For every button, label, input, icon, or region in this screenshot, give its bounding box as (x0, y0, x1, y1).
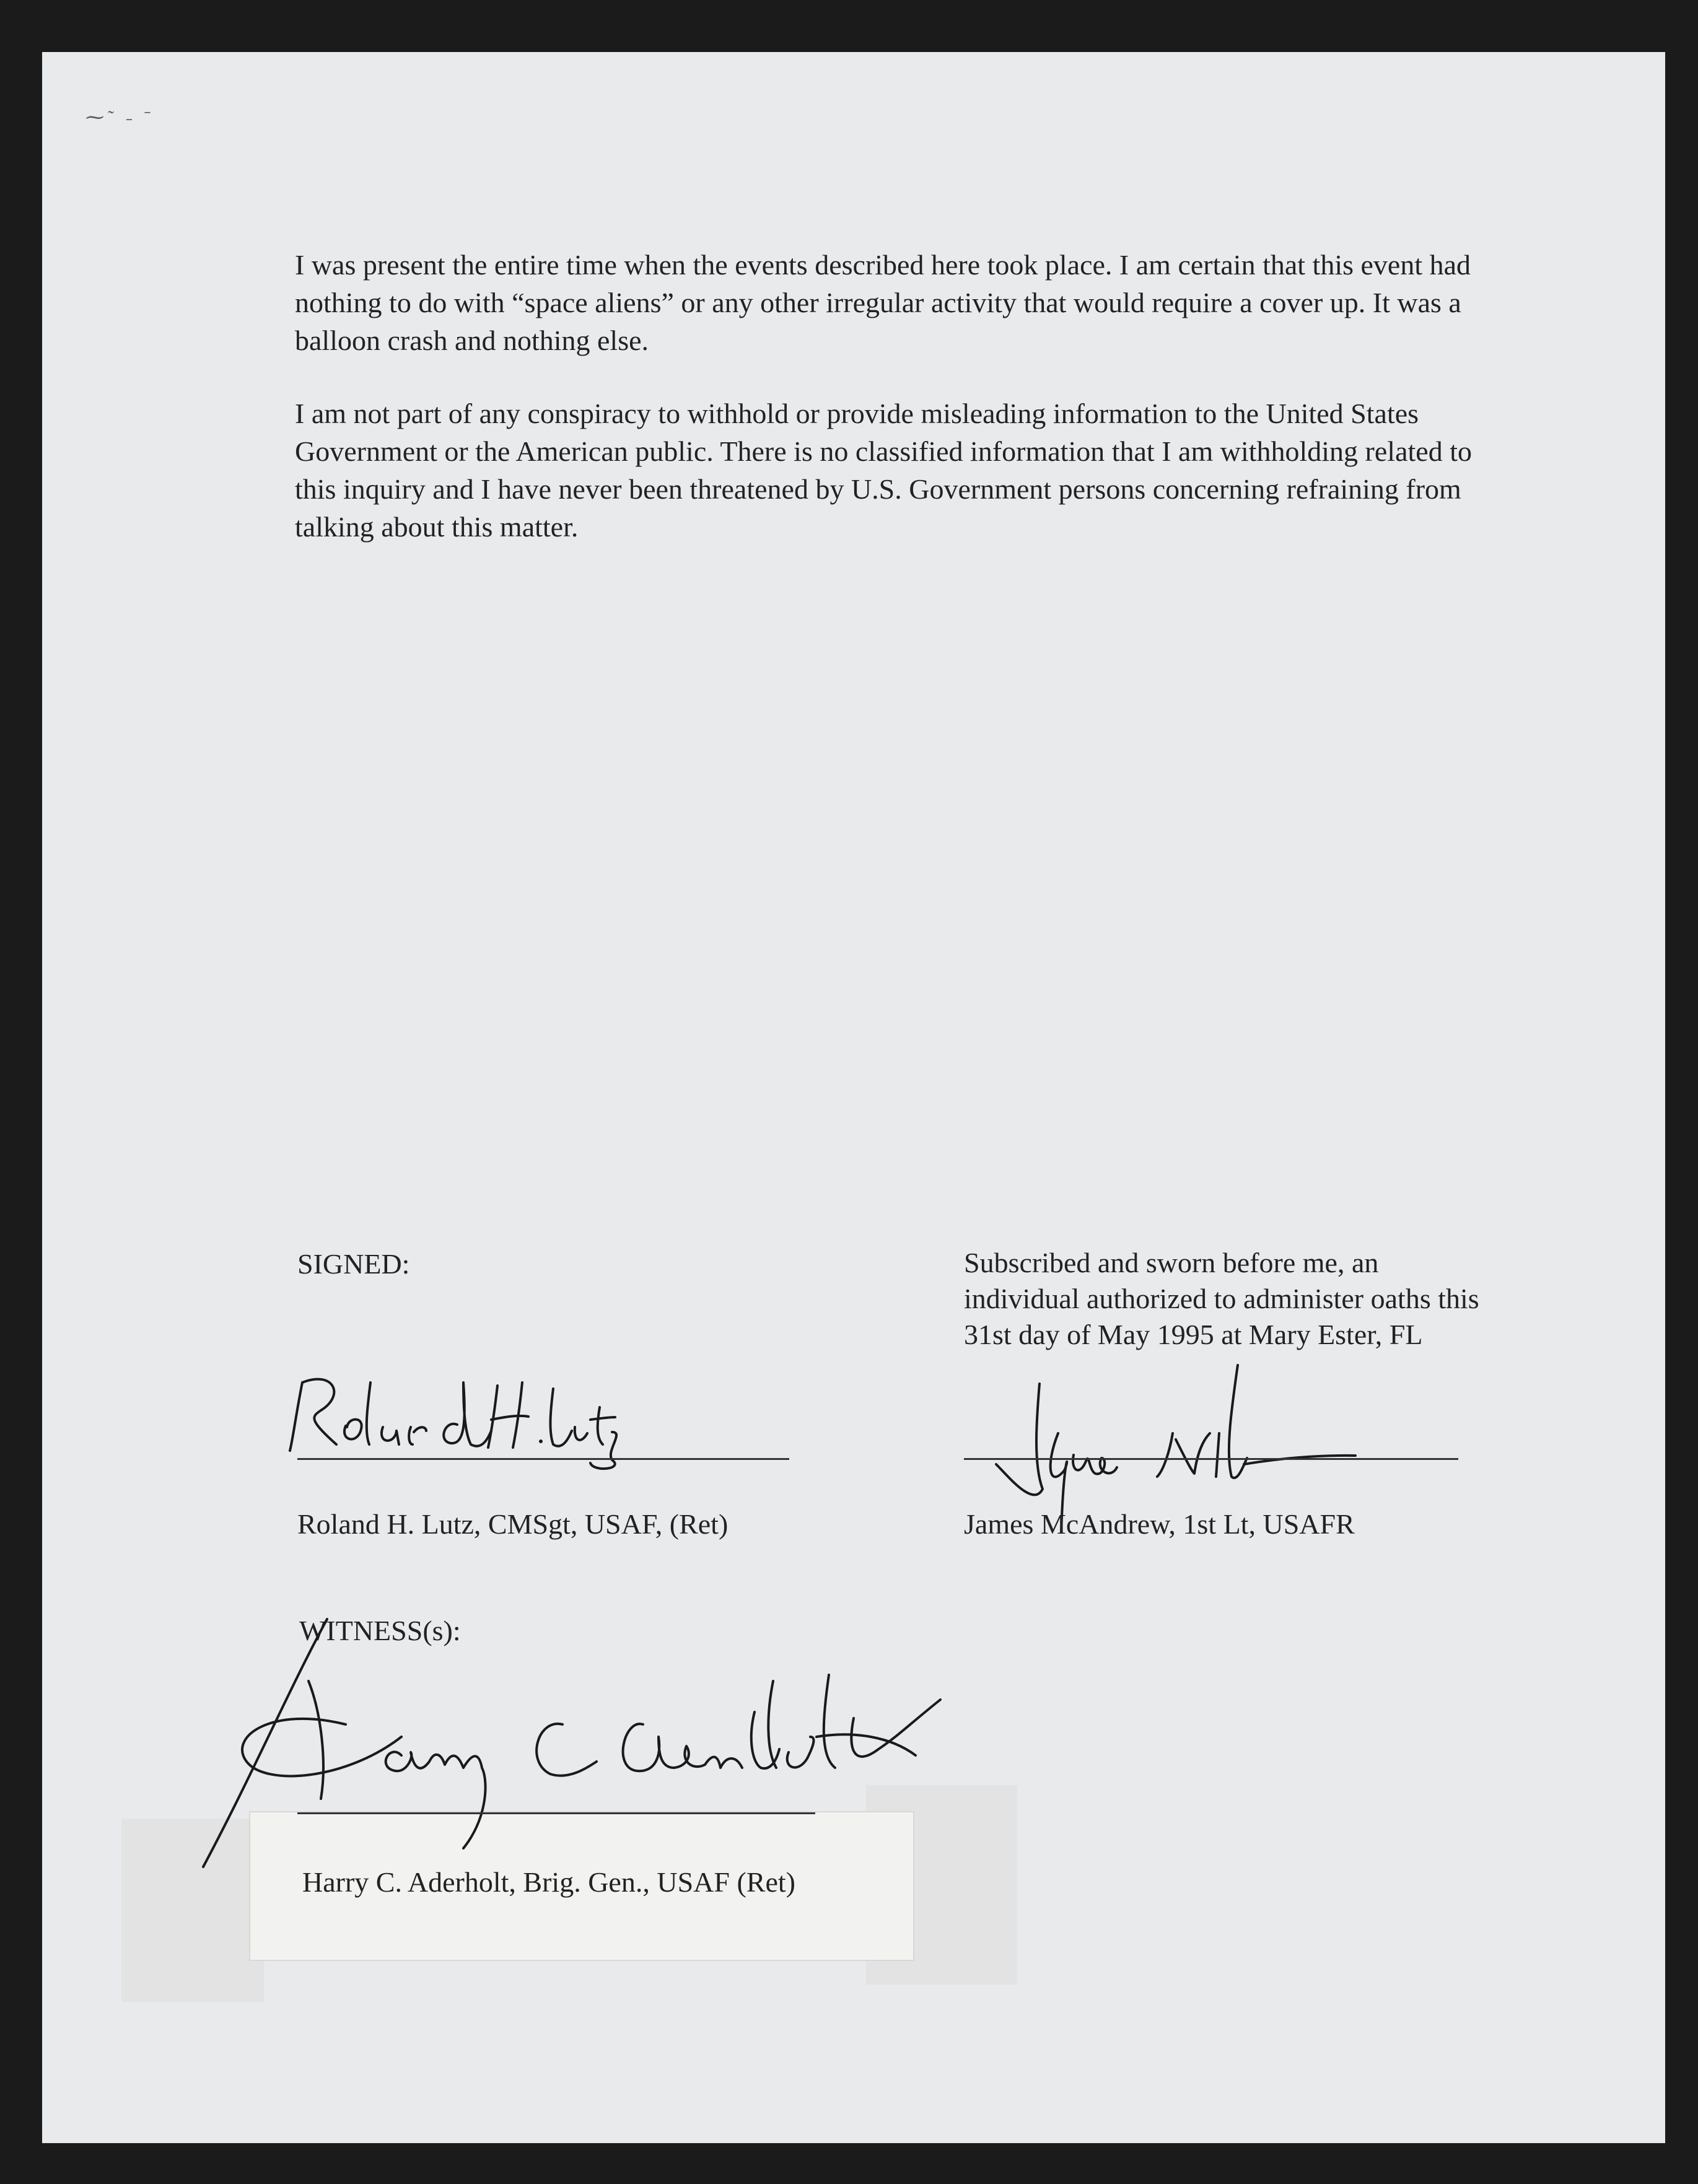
signature-line-witness (297, 1812, 815, 1814)
document-page (42, 52, 1665, 2143)
official-caption: James McAndrew, 1st Lt, USAFR (964, 1508, 1355, 1540)
signer-caption: Roland H. Lutz, CMSgt, USAF, (Ret) (297, 1508, 729, 1540)
header-mark: ⁓˜ ˗ ˉ (85, 107, 154, 128)
signature-harry-aderholt (197, 1613, 965, 1873)
signed-label: SIGNED: (297, 1248, 410, 1280)
statement-paragraph-1: I was present the entire time when the events described here took place. I am certain that this event had nothing to do with “space aliens” or any other irregular activity that would require a cover up. It was a balloon crash and nothing else. (295, 249, 1471, 356)
witness-caption: Harry C. Aderholt, Brig. Gen., USAF (Ret) (302, 1866, 795, 1898)
oath-text: Subscribed and sworn before me, an individual authorized to administer oaths this 31st day of May 1995 at Mary Ester, FL (964, 1247, 1479, 1350)
statement-paragraph-2: I am not part of any conspiracy to withhold or provide misleading information to the United States Government or the American public. There is no classified information that I am withholding related to this inquiry and I have never been threatened by U.S. Government persons concerning refraining from talking about this matter. (295, 398, 1472, 543)
signature-line-signer (297, 1458, 789, 1460)
signature-line-official (964, 1458, 1458, 1460)
witness-label: WITNESS(s): (299, 1615, 461, 1646)
